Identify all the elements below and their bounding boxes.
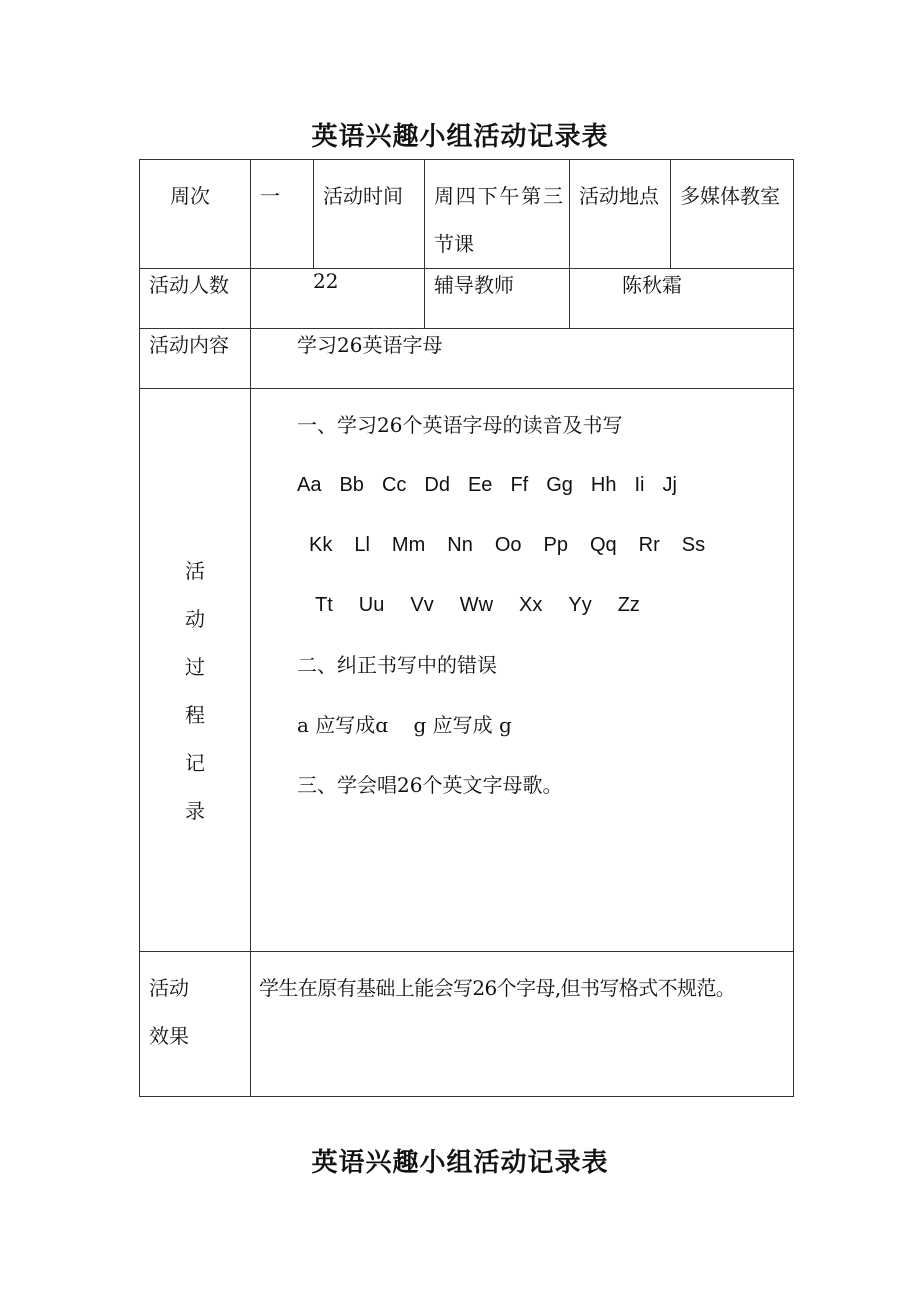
people-value: 22 <box>313 269 339 293</box>
effect-value-cell <box>251 952 794 1097</box>
process-step-3: 三、学会唱26个英文字母歌。 <box>297 773 563 797</box>
letter-pair: Vv <box>410 594 434 616</box>
week-value: 一 <box>260 184 280 208</box>
letter-pair: Nn <box>447 534 473 556</box>
process-label-cell <box>140 389 251 952</box>
letter-pair: Dd <box>424 474 450 496</box>
content-label: 活动内容 <box>149 333 229 357</box>
process-label-char: 活 <box>185 559 205 583</box>
correction-note: a 应写成ɑ g 应写成 g <box>297 713 512 737</box>
letter-pair: Oo <box>494 534 522 556</box>
process-content <box>251 389 793 821</box>
letter-pair: Tt <box>315 594 333 616</box>
teacher-label-cell <box>425 269 570 329</box>
process-label <box>185 547 205 835</box>
people-label: 活动人数 <box>149 273 229 297</box>
place-value-cell <box>671 160 794 269</box>
process-step-2: 二、纠正书写中的错误 <box>297 653 497 677</box>
letter-pair: Ww <box>459 594 494 616</box>
time-label: 活动时间 <box>323 184 403 208</box>
page-title: 英语兴趣小组活动记录表 <box>311 1148 609 1178</box>
place-label: 活动地点 <box>579 184 659 208</box>
letter-pair: Rr <box>638 534 660 556</box>
letter-pair: Bb <box>339 474 364 496</box>
time-label-cell <box>314 160 425 269</box>
process-label-char: 录 <box>185 799 205 823</box>
letter-pair: Ss <box>681 534 706 556</box>
process-step-1: 一、学习26个英语字母的读音及书写 <box>297 413 623 437</box>
people-value-cell <box>251 269 425 329</box>
letter-pair: Xx <box>519 594 543 616</box>
content-label-cell <box>140 329 251 389</box>
teacher-value-cell <box>570 269 794 329</box>
effect-label-cell <box>140 952 251 1097</box>
table-row <box>140 952 794 1097</box>
letter-pair: Gg <box>546 474 573 496</box>
letter-pair: Mm <box>391 534 426 556</box>
letter-pair: Zz <box>617 594 640 616</box>
content-value-cell <box>251 329 794 389</box>
letter-pair: Ee <box>467 474 493 496</box>
process-label-char: 程 <box>185 703 205 727</box>
week-label-cell <box>140 160 251 269</box>
process-label-char: 动 <box>185 607 205 631</box>
time-value: 周四下午第三节课 <box>434 184 563 256</box>
teacher-value: 陈秋霜 <box>622 273 682 297</box>
place-label-cell <box>570 160 671 269</box>
process-label-char: 记 <box>185 751 205 775</box>
table-row <box>140 160 794 269</box>
effect-label-line: 效果 <box>149 1024 189 1048</box>
process-content-cell <box>251 389 794 952</box>
people-label-cell <box>140 269 251 329</box>
letter-pair: Ll <box>354 534 370 556</box>
effect-label <box>140 952 250 1060</box>
letters-row-3 <box>297 581 793 641</box>
letter-pair: Ff <box>510 474 529 496</box>
letter-pair: Pp <box>543 534 568 556</box>
place-value: 多媒体教室 <box>680 184 780 208</box>
letter-pair: Hh <box>590 474 617 496</box>
table-row <box>140 389 794 952</box>
time-value-cell <box>425 160 570 269</box>
letters-row-1 <box>297 461 793 521</box>
letter-pair: Uu <box>358 594 385 616</box>
letter-pair: Cc <box>381 474 407 496</box>
letter-pair: Ii <box>634 474 645 496</box>
activity-record-table <box>139 159 794 1097</box>
letter-pair: Aa <box>297 474 322 496</box>
letter-pair: Jj <box>662 474 677 496</box>
letters-row-2 <box>297 521 793 581</box>
table-row <box>140 329 794 389</box>
letter-pair: Kk <box>309 534 333 556</box>
page-title: 英语兴趣小组活动记录表 <box>311 122 609 152</box>
table-row <box>140 269 794 329</box>
content-value: 学习26英语字母 <box>297 333 443 357</box>
week-label: 周次 <box>170 184 210 208</box>
week-value-cell <box>251 160 314 269</box>
process-label-char: 过 <box>185 655 205 679</box>
effect-value: 学生在原有基础上能会写26个字母,但书写格式不规范。 <box>259 976 736 1000</box>
teacher-label: 辅导教师 <box>434 273 514 297</box>
effect-label-line: 活动 <box>149 976 189 1000</box>
letter-pair: Qq <box>589 534 617 556</box>
letter-pair: Yy <box>568 594 592 616</box>
